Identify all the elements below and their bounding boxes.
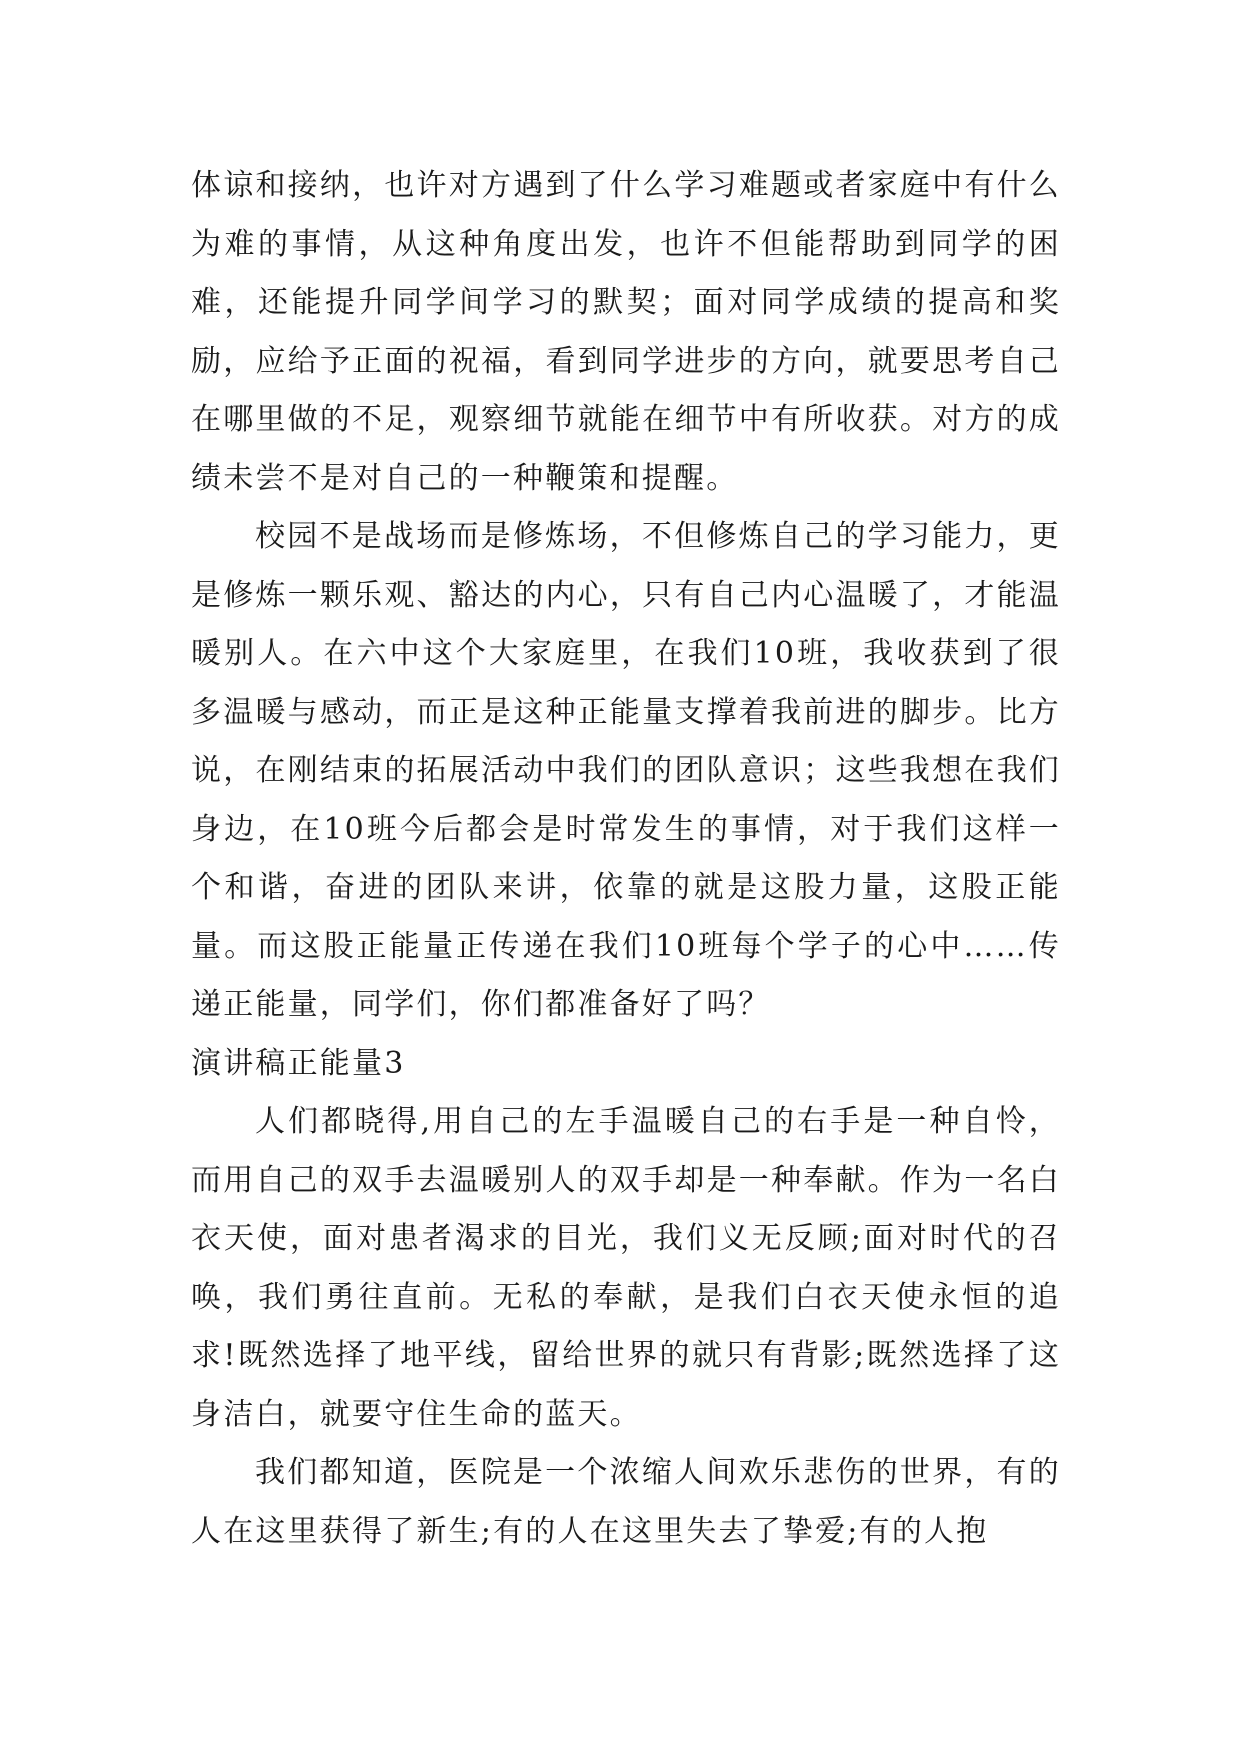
- paragraph-campus: 校园不是战场而是修炼场，不但修炼自己的学习能力，更是修炼一颗乐观、豁达的内心，只有自己内心温暖了，才能温暖别人。在六中这个大家庭里，在我们10班，我收获到了很多温暖与感动，而正是这种正能量支撑着我前进的脚步。比方说，在刚结束的拓展活动中我们的团队意识；这些我想在我们身边，在10班今后都会是时常发生的事情，对于我们这样一个和谐，奋进的团队来讲，依靠的就是这股力量，这股正能量。而这股正能量正传递在我们10班每个学子的心中……传递正能量，同学们，你们都准备好了吗？: [191, 519, 1061, 1022]
- document-body: [191, 157, 1061, 1561]
- paragraph-continued: 体谅和接纳，也许对方遇到了什么学习难题或者家庭中有什么为难的事情，从这种角度出发，也许不但能帮助到同学的困难，还能提升同学间学习的默契；面对同学成绩的提高和奖励，应给予正面的祝福，看到同学进步的方向，就要思考自己在哪里做的不足，观察细节就能在细节中有所收获。对方的成绩未尝不是对自己的一种鞭策和提醒。: [191, 168, 1061, 496]
- paragraph-white-angel: 人们都晓得,用自己的左手温暖自己的右手是一种自怜，而用自己的双手去温暖别人的双手却是一种奉献。作为一名白衣天使，面对患者渴求的目光，我们义无反顾;面对时代的召唤，我们勇往直前。无私的奉献，是我们白衣天使永恒的追求!既然选择了地平线，留给世界的就只有背影;既然选择了这身洁白，就要守住生命的蓝天。: [191, 1104, 1061, 1432]
- section-title: 演讲稿正能量3: [191, 1045, 406, 1081]
- paragraph-hospital: 我们都知道，医院是一个浓缩人间欢乐悲伤的世界，有的人在这里获得了新生;有的人在这里失去了挚爱;有的人抱: [191, 1455, 1061, 1549]
